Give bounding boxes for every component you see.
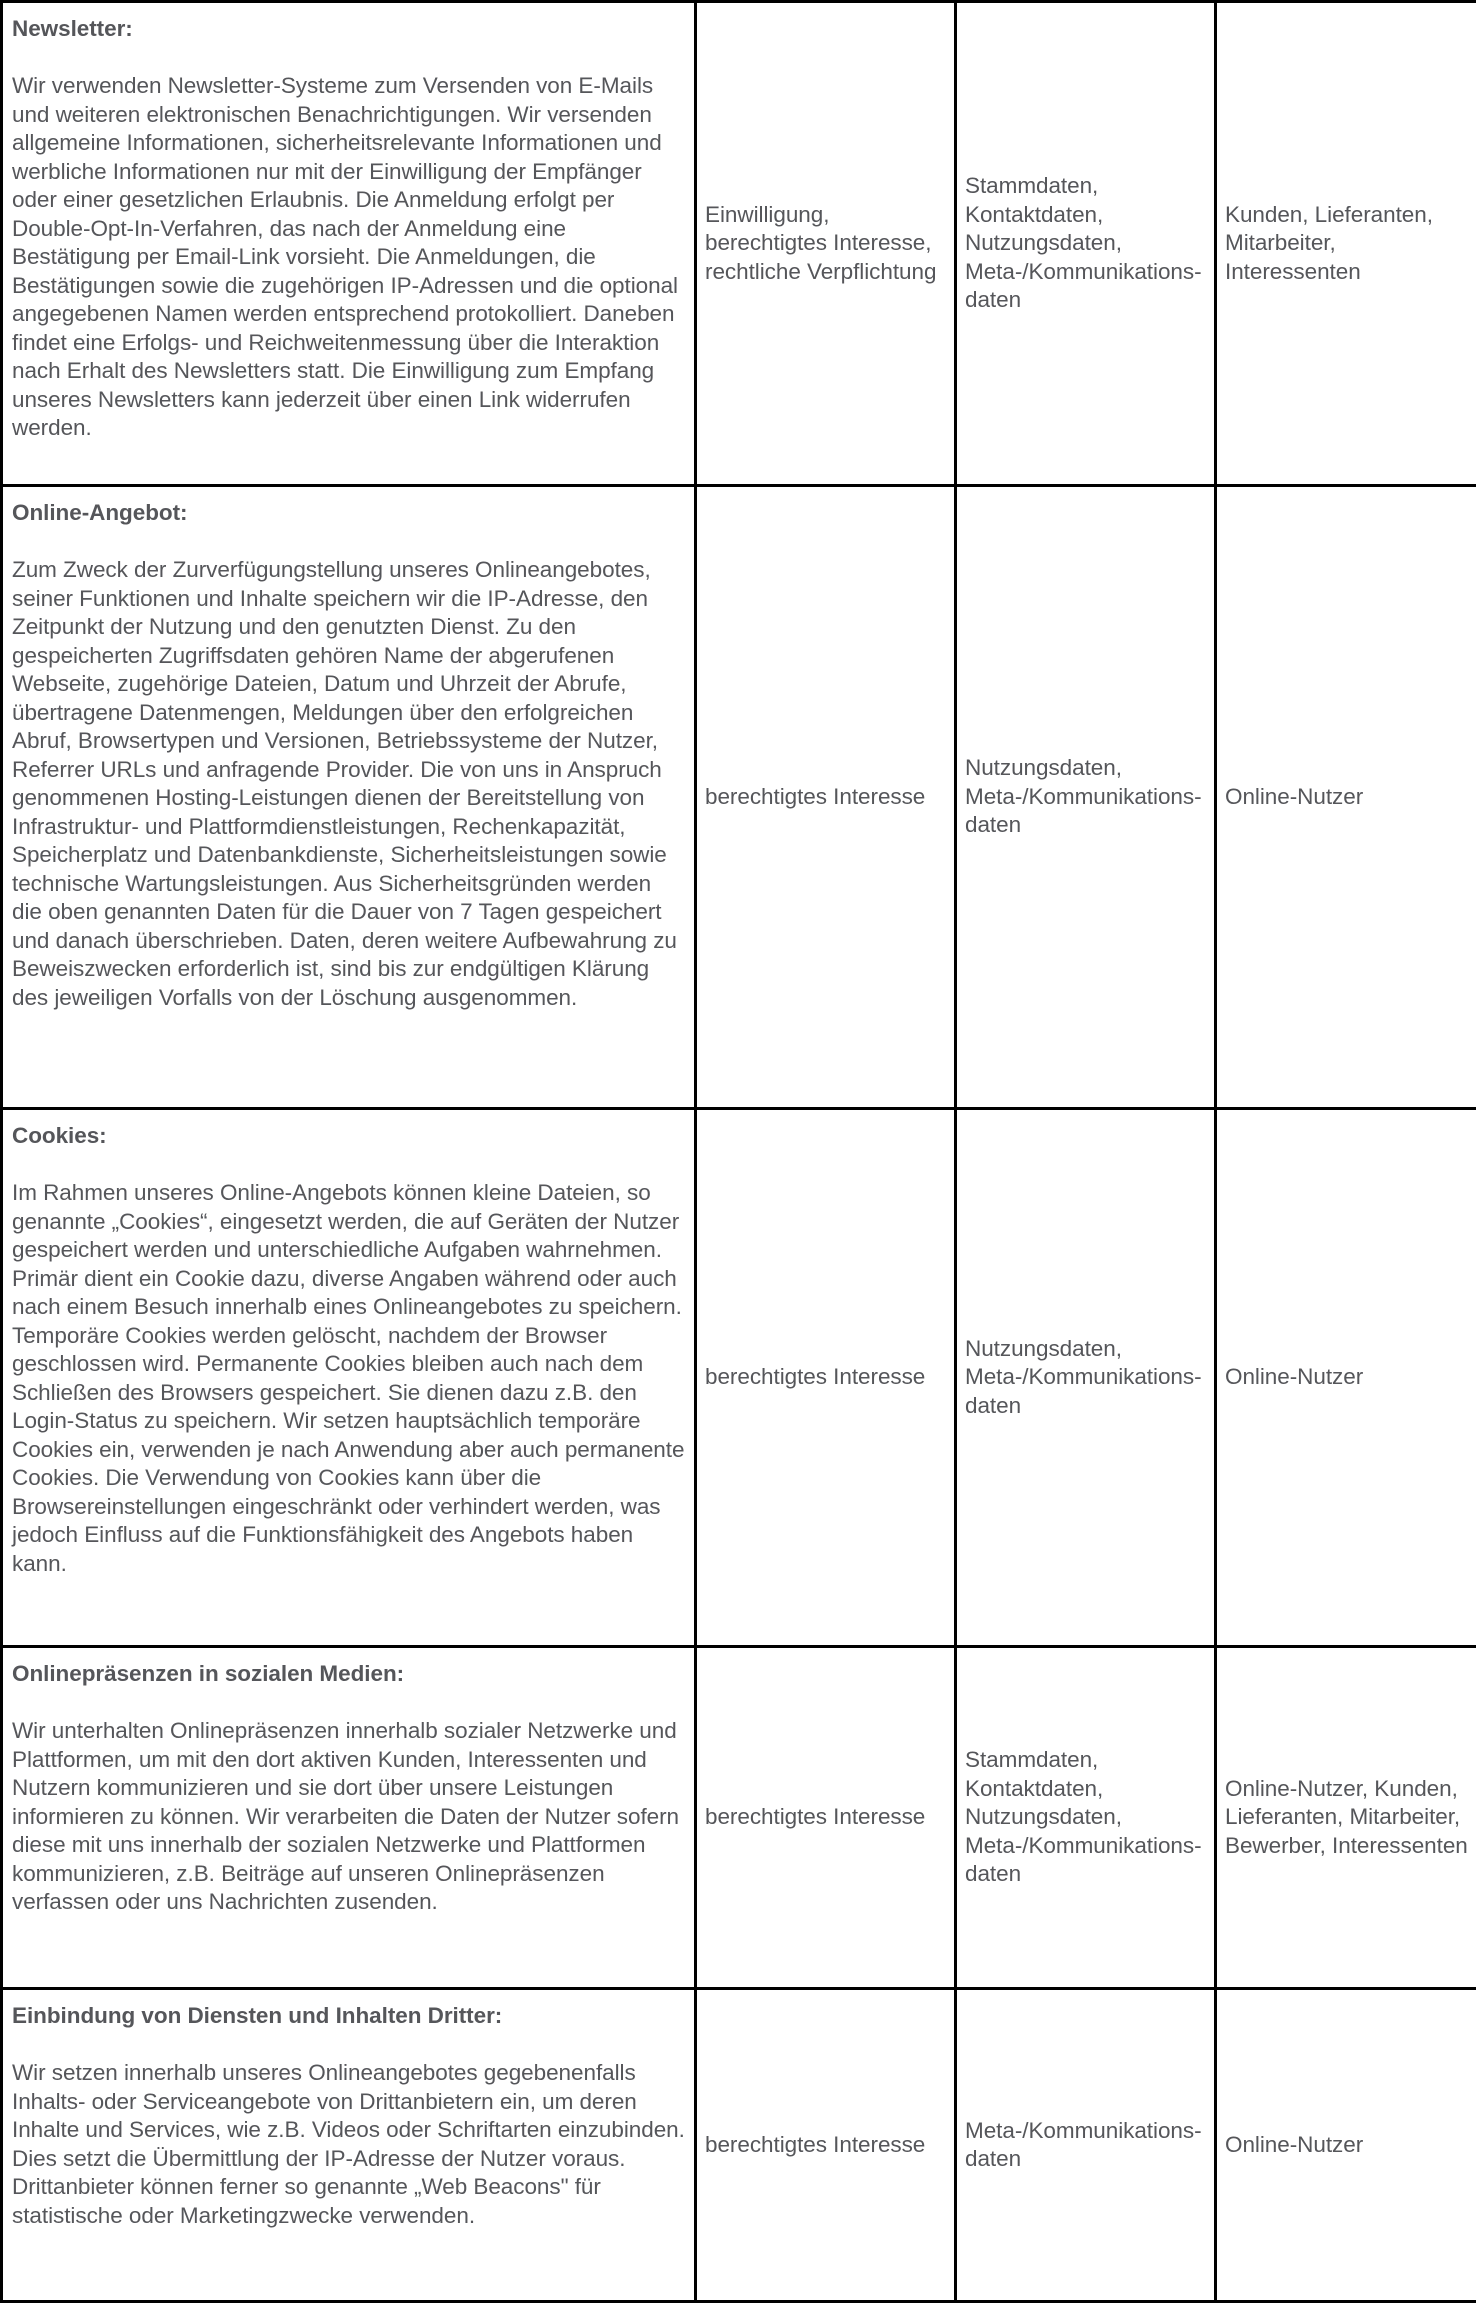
section-text: Zum Zweck der Zurverfügungstellung unseres Onlineangebotes, seiner Funktionen und Inhalte speichern wir die IP-Adresse, den Zeitpunkt der Nutzung und den genutzten Dienst. Zu den gespeicherten Zugriffsdaten gehören Name der abgerufenen Webseite, zugehörige Dateien, Datum und Uhrzeit der Abrufe, übertragene Datenmengen, Meldungen über den erfolgreichen Abruf, Browsertypen und Versionen, Betriebssysteme der Nutzer, Referrer URLs und anfragende Provider. Die von uns in Anspruch genommenen Hosting-Leistungen dienen der Bereitstellung von Infrastruktur- und Plattformdienstleistungen, Rechenkapazität, Speicherplatz und Datenbankdienste, Sicherheitsleistungen sowie technische Wartungsleistungen. Aus Sicherheitsgründen werden die oben genannten Daten für die Dauer von 7 Tagen gespeichert und danach überschrieben. Daten, deren weitere Aufbewahrung zu Beweiszwecken erforderlich ist, sind bis zur endgültigen Klärung des jeweiligen Vorfalls von der Löschung ausgenommen. — [12, 556, 686, 1012]
section-text: Wir unterhalten Onlinepräsenzen innerhalb sozialer Netzwerke und Plattformen, um mit den dort aktiven Kunden, Interessenten und Nutzern kommunizieren und sie dort über unsere Leistungen informieren zu können. Wir verarbeiten die Daten der Nutzer sofern diese mit uns innerhalb der sozialen Netzwerke und Plattformen kommunizieren, z.B. Beiträge auf unseren Onlinepräsenzen verfassen oder uns Nachrichten zusenden. — [12, 1717, 686, 1917]
affected-persons-cell: Online-Nutzer — [1216, 486, 1476, 1109]
purpose-cell — [2, 486, 696, 1109]
section-title: Einbindung von Diensten und Inhalten Dritter: — [12, 2002, 686, 2031]
purpose-cell — [2, 2, 696, 486]
affected-persons-cell: Online-Nutzer — [1216, 1109, 1476, 1647]
legal-basis-cell: berechtigtes Interesse — [696, 1989, 956, 2302]
section-text: Wir setzen innerhalb unseres Onlineangebotes gegebenenfalls Inhalts- oder Serviceangebote von Drittanbietern ein, um deren Inhalte und Services, wie z.B. Videos oder Schriftarten einzubinden. Dies setzt die Übermittlung der IP-Adresse der Nutzer voraus. Drittanbieter können ferner so genannte „Web Beacons" für statistische oder Marketingzwecke verwenden. — [12, 2059, 686, 2230]
section-title: Newsletter: — [12, 15, 686, 44]
purpose-cell — [2, 1109, 696, 1647]
section-title: Onlinepräsenzen in sozialen Medien: — [12, 1660, 686, 1689]
data-types-cell: Nutzungsdaten, Meta-/Kommunikations-daten — [956, 1109, 1216, 1647]
table-row — [2, 1647, 1476, 1989]
data-types-cell: Nutzungsdaten, Meta-/Kommunikations-daten — [956, 486, 1216, 1109]
data-types-cell: Stammdaten, Kontaktdaten, Nutzungsdaten, Meta-/Kommunikations-daten — [956, 2, 1216, 486]
table-row — [2, 1989, 1476, 2302]
data-types-cell: Meta-/Kommunikations-daten — [956, 1989, 1216, 2302]
section-title: Online-Angebot: — [12, 499, 686, 528]
legal-basis-cell: berechtigtes Interesse — [696, 1109, 956, 1647]
table-row — [2, 486, 1476, 1109]
affected-persons-cell: Online-Nutzer, Kunden, Lieferanten, Mitarbeiter, Bewerber, Interessenten — [1216, 1647, 1476, 1989]
section-title: Cookies: — [12, 1122, 686, 1151]
purpose-cell — [2, 1989, 696, 2302]
legal-basis-cell: berechtigtes Interesse — [696, 486, 956, 1109]
purpose-cell — [2, 1647, 696, 1989]
table-row — [2, 1109, 1476, 1647]
affected-persons-cell: Online-Nutzer — [1216, 1989, 1476, 2302]
affected-persons-cell: Kunden, Lieferanten, Mitarbeiter, Interessenten — [1216, 2, 1476, 486]
table-row — [2, 2, 1476, 486]
section-text: Wir verwenden Newsletter-Systeme zum Versenden von E-Mails und weiteren elektronischen Benachrichtigungen. Wir versenden allgemeine Informationen, sicherheitsrelevante Informationen und werbliche Informationen nur mit der Einwilligung der Empfänger oder einer gesetzlichen Erlaubnis. Die Anmeldung erfolgt per Double-Opt-In-Verfahren, das nach der Anmeldung eine Bestätigung per Email-Link vorsieht. Die Anmeldungen, die Bestätigungen sowie die zugehörigen IP-Adressen und die optional angegebenen Namen werden entsprechend protokolliert. Daneben findet eine Erfolgs- und Reichweitenmessung über die Interaktion nach Erhalt des Newsletters statt. Die Einwilligung zum Empfang unseres Newsletters kann jederzeit über einen Link widerrufen werden. — [12, 72, 686, 443]
legal-basis-cell: berechtigtes Interesse — [696, 1647, 956, 1989]
data-types-cell: Stammdaten, Kontaktdaten, Nutzungsdaten, Meta-/Kommunikations-daten — [956, 1647, 1216, 1989]
legal-basis-cell: Einwilligung, berechtigtes Interesse, rechtliche Verpflichtung — [696, 2, 956, 486]
section-text: Im Rahmen unseres Online-Angebots können kleine Dateien, so genannte „Cookies“, eingesetzt werden, die auf Geräten der Nutzer gespeichert werden und unterschiedliche Aufgaben wahrnehmen. Primär dient ein Cookie dazu, diverse Angaben während oder auch nach einem Besuch innerhalb eines Onlineangebotes zu speichern. Temporäre Cookies werden gelöscht, nachdem der Browser geschlossen wird. Permanente Cookies bleiben auch nach dem Schließen des Browsers gespeichert. Sie dienen dazu z.B. den Login-Status zu speichern. Wir setzen hauptsächlich temporäre Cookies ein, verwenden je nach Anwendung aber auch permanente Cookies. Die Verwendung von Cookies kann über die Browsereinstellungen eingeschränkt oder verhindert werden, was jedoch Einfluss auf die Funktionsfähigkeit des Angebots haben kann. — [12, 1179, 686, 1578]
